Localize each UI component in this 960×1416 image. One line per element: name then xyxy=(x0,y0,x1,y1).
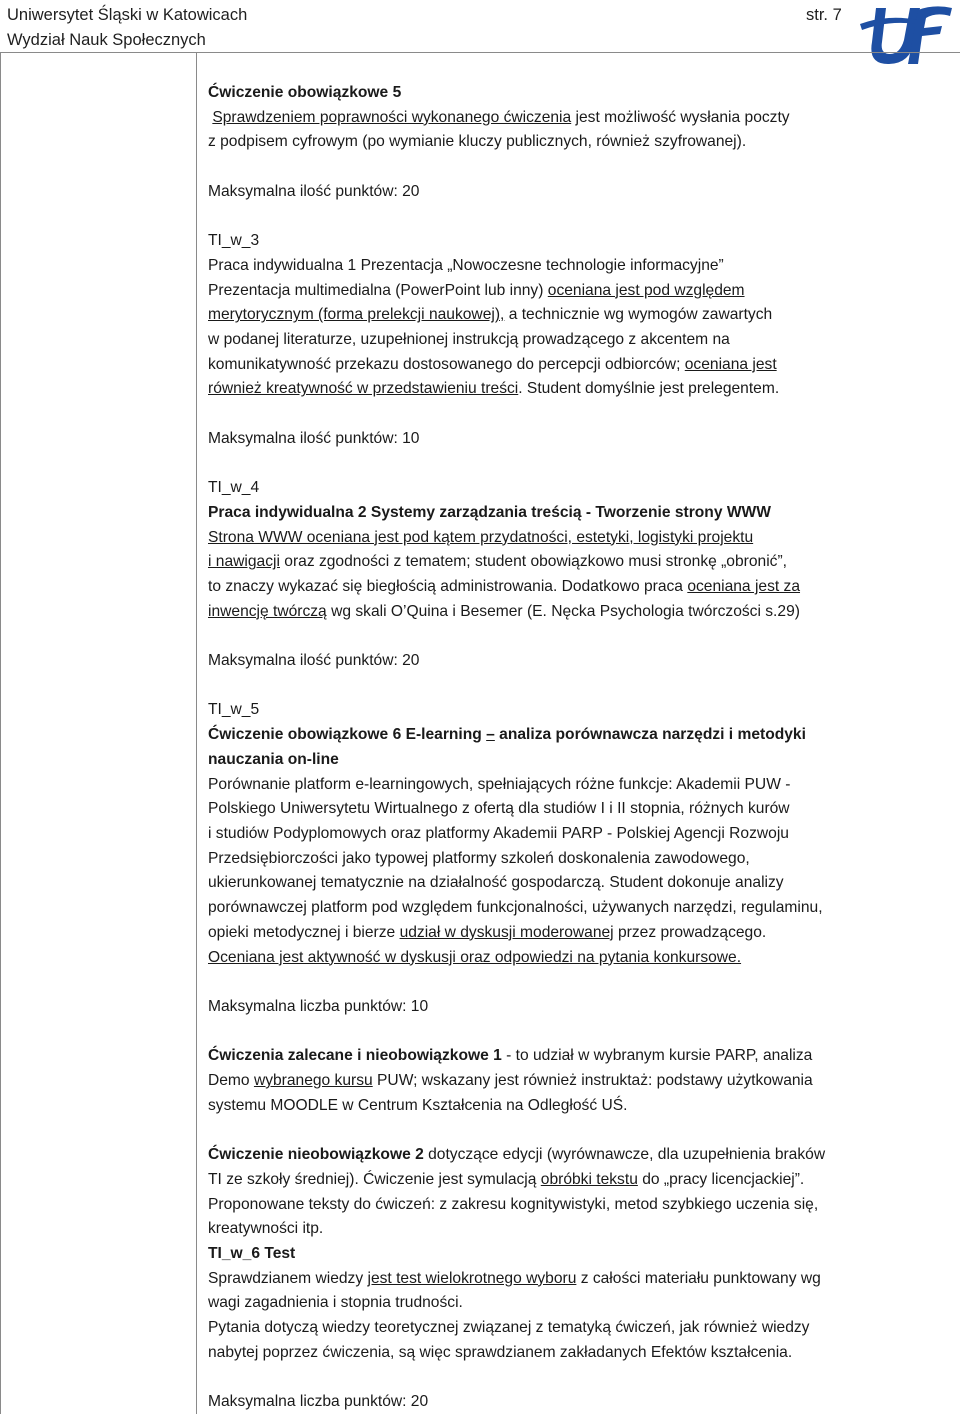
text-run: Praca indywidualna 1 Prezentacja „Nowoczesne technologie informacyjne” xyxy=(208,256,724,274)
text-line xyxy=(208,303,954,328)
text-line xyxy=(208,1291,954,1316)
text-line xyxy=(208,279,954,304)
text-run: Proponowane teksty do ćwiczeń: z zakresu kognitywistyki, metod szybkiego uczenia się, xyxy=(208,1195,819,1213)
text-line xyxy=(208,847,954,872)
header-rule xyxy=(0,52,960,53)
text-run: Maksymalna ilość punktów: 20 xyxy=(208,182,420,200)
text-line xyxy=(208,896,954,921)
text-run: ukierunkowanej tematycznie na działalność gospodarczą. Student dokonuje analizy xyxy=(208,874,784,892)
blank-line xyxy=(208,452,954,477)
text-line xyxy=(208,106,954,131)
text-line xyxy=(208,575,954,600)
blank-line xyxy=(208,402,954,427)
blank-line xyxy=(208,674,954,699)
blank-line xyxy=(208,624,954,649)
table-left-border xyxy=(0,52,1,1414)
text-run: Polskiego Uniwersytetu Wirtualnego z ofertą dla studiów I i II stopnia, różnych kurów xyxy=(208,800,790,818)
text-run: TI ze szkoły średniej). Ćwiczenie jest symulacją xyxy=(208,1170,541,1188)
text-run: kreatywności itp. xyxy=(208,1220,324,1238)
text-line xyxy=(208,946,954,971)
text-line xyxy=(208,698,954,723)
text-run: – xyxy=(486,726,495,744)
text-run: wg skali O’Quina i Besemer (E. Nęcka Psychologia twórczości s.29) xyxy=(326,602,800,620)
text-line xyxy=(208,501,954,526)
text-run: Strona WWW oceniana jest pod kątem przydatności, estetyki, logistyki projektu xyxy=(208,528,754,546)
text-run: Przedsiębiorczości jako typowej platformy szkoleń doskonalenia zawodowego, xyxy=(208,849,750,867)
text-run: wybranego kursu xyxy=(253,1072,373,1089)
text-line xyxy=(208,180,954,205)
blank-line xyxy=(208,205,954,230)
text-line xyxy=(208,1390,954,1415)
text-line xyxy=(208,1193,954,1218)
text-line xyxy=(208,427,954,452)
text-run: oraz zgodności z tematem; student obowiązkowo musi stronkę „obronić”, xyxy=(279,553,787,571)
text-run: oceniana jest xyxy=(684,355,777,373)
text-run: Sprawdzeniem poprawności wykonanego ćwiczenia xyxy=(212,108,572,126)
text-run: oceniana jest pod względem xyxy=(547,281,745,299)
text-run: porównawczej platform pod względem funkcjonalności, używanych narzędzi, regulaminu, xyxy=(208,899,823,917)
blank-line xyxy=(208,155,954,180)
text-line xyxy=(208,1143,954,1168)
text-line xyxy=(208,1044,954,1069)
text-line xyxy=(208,550,954,575)
text-run: również kreatywność w przedstawieniu treści xyxy=(208,380,519,398)
text-run: obróbki tekstu xyxy=(540,1170,638,1188)
text-run: - to udział w wybranym kursie PARP, analiza xyxy=(501,1047,813,1065)
university-name: Uniwersytet Śląski w Katowicach xyxy=(7,6,248,24)
text-run: komunikatywność przekazu dostosowanego do percepcji odbiorców; xyxy=(208,355,685,373)
text-run: opieki metodycznej i bierze xyxy=(208,923,400,941)
exercise-description-column xyxy=(208,81,954,1415)
text-line xyxy=(208,476,954,501)
text-run: przez prowadzącego. xyxy=(613,923,767,941)
text-run: i studiów Podyplomowych oraz platformy Akademii PARP - Polskiej Agencji Rozwoju xyxy=(208,825,789,842)
text-run: Ćwiczenie obowiązkowe 6 E-learning xyxy=(208,726,487,744)
text-line xyxy=(208,1242,954,1267)
text-run: oceniana jest za xyxy=(687,578,801,595)
text-run: TI_w_5 xyxy=(208,701,260,719)
text-run: wagi zagadnienia i stopnia trudności. xyxy=(208,1294,463,1312)
text-run: Oceniana jest aktywność w dyskusji oraz odpowiedzi na pytania konkursowe. xyxy=(208,948,742,966)
text-run: TI_w_4 xyxy=(208,479,260,497)
blank-line xyxy=(208,1020,954,1045)
text-run: systemu MOODLE w Centrum Kształcenia na Odległość UŚ. xyxy=(208,1096,628,1114)
text-run: dotyczące edycji (wyrównawcze, dla uzupełnienia braków xyxy=(423,1146,826,1164)
text-run: jest możliwość wysłania poczty xyxy=(571,108,790,126)
text-run: jest test wielokrotnego wyboru xyxy=(367,1269,577,1287)
text-line xyxy=(208,377,954,402)
blank-line xyxy=(208,970,954,995)
text-run: i nawigacji xyxy=(208,553,280,571)
text-run: . Student domyślnie jest prelegentem. xyxy=(518,380,780,398)
text-line xyxy=(208,723,954,748)
text-run: Maksymalna liczba punktów: 10 xyxy=(208,997,429,1015)
text-run: inwencję twórczą xyxy=(208,602,327,620)
text-run: Pytania dotyczą wiedzy teoretycznej związanej z tematyką ćwiczeń, jak również wiedzy xyxy=(208,1319,810,1337)
text-run: udział w dyskusji moderowanej xyxy=(399,923,614,941)
document-header xyxy=(7,3,247,53)
text-run: to znaczy wykazać się biegłością administrowania. Dodatkowo praca xyxy=(208,578,688,595)
text-line xyxy=(208,1168,954,1193)
text-line xyxy=(208,748,954,773)
text-run: z podpisem cyfrowym (po wymianie kluczy publicznych, również szyfrowanej). xyxy=(208,133,747,151)
text-line xyxy=(208,649,954,674)
university-logo-icon xyxy=(858,2,954,68)
faculty-name: Wydział Nauk Społecznych xyxy=(7,31,206,49)
text-run: Porównanie platform e-learningowych, spełniających różne funkcje: Akademii PUW - xyxy=(208,775,791,793)
text-run: Sprawdzianem wiedzy xyxy=(208,1269,368,1287)
text-line xyxy=(208,81,954,106)
text-run: Maksymalna ilość punktów: 10 xyxy=(208,429,420,447)
text-line xyxy=(208,822,954,847)
text-line xyxy=(208,526,954,551)
text-run: z całości materiału punktowany wg xyxy=(576,1269,821,1287)
text-run: Demo xyxy=(208,1072,254,1089)
text-line xyxy=(208,871,954,896)
text-line xyxy=(208,1267,954,1292)
text-run: Ćwiczenie obowiązkowe 5 xyxy=(208,84,402,101)
text-run: Prezentacja multimedialna (PowerPoint lub inny) xyxy=(208,281,548,299)
text-line xyxy=(208,353,954,378)
text-run: Ćwiczenie nieobowiązkowe 2 xyxy=(208,1146,424,1164)
text-line xyxy=(208,995,954,1020)
text-line xyxy=(208,1069,954,1094)
text-run: TI_w_3 xyxy=(208,232,260,250)
text-line xyxy=(208,1094,954,1119)
text-run: Maksymalna ilość punktów: 20 xyxy=(208,652,420,670)
text-run: Ćwiczenia zalecane i nieobowiązkowe 1 xyxy=(208,1047,502,1065)
text-line xyxy=(208,600,954,625)
blank-line xyxy=(208,1365,954,1390)
text-line xyxy=(208,797,954,822)
text-run: analiza porównawcza narzędzi i metodyki xyxy=(494,726,806,744)
table-column-divider xyxy=(196,52,197,1414)
text-line xyxy=(208,1316,954,1341)
text-run: Praca indywidualna 2 Systemy zarządzania treścią - Tworzenie strony WWW xyxy=(208,503,771,521)
text-line xyxy=(208,1341,954,1366)
text-run: do „pracy licencjackiej”. xyxy=(637,1170,805,1188)
text-run: nauczania on-line xyxy=(208,750,339,768)
text-line xyxy=(208,328,954,353)
blank-line xyxy=(208,1118,954,1143)
text-line xyxy=(208,1217,954,1242)
text-line xyxy=(208,130,954,155)
text-run: nabytej poprzez ćwiczenia, są więc sprawdzianem zakładanych Efektów kształcenia. xyxy=(208,1343,793,1361)
text-run: merytorycznym (forma prelekcji naukowej), xyxy=(208,306,505,324)
text-run: PUW; wskazany jest również instruktaż: podstawy użytkowania xyxy=(372,1072,813,1089)
text-run: Maksymalna liczba punktów: 20 xyxy=(208,1393,429,1411)
text-line xyxy=(208,254,954,279)
text-run: TI_w_6 Test xyxy=(208,1244,296,1262)
text-line xyxy=(208,921,954,946)
page-number: str. 7 xyxy=(806,6,842,24)
text-run: w podanej literaturze, uzupełnionej instrukcją prowadzącego z akcentem na xyxy=(208,331,730,348)
text-line xyxy=(208,229,954,254)
text-line xyxy=(208,773,954,798)
text-run: a technicznie wg wymogów zawartych xyxy=(504,306,773,324)
